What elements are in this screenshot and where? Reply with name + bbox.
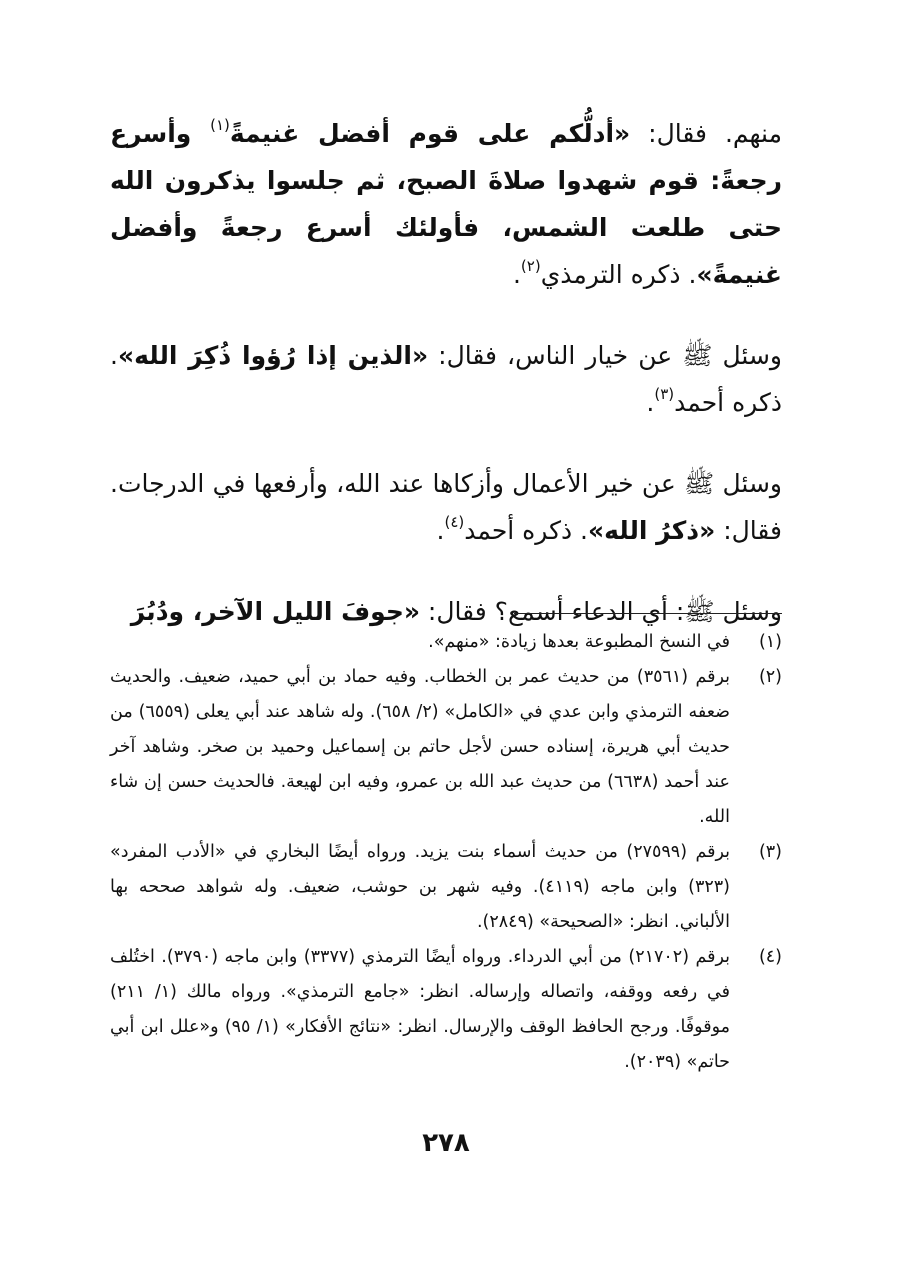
footnote-number: (٣) (758, 842, 782, 862)
footnote-number: (٤) (758, 947, 782, 967)
page-number: ٢٧٨ (422, 1128, 470, 1158)
paragraph (110, 460, 782, 554)
paragraph-text: . ذكره أحمد (464, 516, 588, 545)
hadith-text: «ذكرُ الله» (588, 516, 716, 545)
footnote-number: (١) (758, 632, 782, 652)
paragraph (110, 110, 782, 298)
main-text (110, 110, 782, 635)
footnote-text: برقم (٢٧٥٩٩) من حديث أسماء بنت يزيد. ورواه أيضًا البخاري في «الأدب المفرد» (٣٢٣) وابن ماجه (٤١١٩). وفيه شهر بن حوشب، ضعيف. وله شواهد صححه بها الألباني. انظر: «الصحيحة» (٢٨٤٩). (110, 842, 731, 932)
paragraph-text: . ذكره أحمد (110, 341, 782, 417)
paragraph-text: وسئل ﷺ عن خيار الناس، فقال: (428, 341, 782, 370)
footnote-divider (514, 613, 782, 614)
footnote-ref[interactable]: (١) (210, 116, 230, 134)
hadith-text: «الذين إذا رُؤوا ذُكِرَ الله» (117, 341, 429, 370)
hadith-text: وأسرع رجعةً: قوم شهدوا صلاةَ الصبح، ثم جلسوا يذكرون الله حتى طلعت الشمس، فأولئك أسرع رجعةً وأفضل غنيمةً» (110, 119, 782, 289)
footnote (110, 625, 782, 660)
hadith-text: «أدلُّكم على قوم أفضل غنيمةً (229, 119, 631, 148)
paragraph (110, 332, 782, 426)
footnote-ref[interactable]: (٤) (444, 513, 465, 531)
footnote-text: في النسخ المطبوعة بعدها زيادة: «منهم». (428, 632, 730, 652)
paragraph-text: . (646, 388, 655, 417)
paragraph-text: وسئل ﷺ عن خير الأعمال وأزكاها عند الله، وأرفعها في الدرجات. فقال: (110, 469, 782, 545)
paragraph-text: وسئل ﷺ: أي الدعاء أسمع؟ فقال: (419, 597, 782, 626)
footnote (110, 660, 782, 835)
paragraph-text: . ذكره الترمذي (540, 260, 697, 289)
footnote-number: (٢) (758, 667, 782, 687)
footnote-text: برقم (٣٥٦١) من حديث عمر بن الخطاب. وفيه حماد بن أبي حميد، ضعيف. والحديث ضعفه الترمذي وابن عدي في «الكامل» (٢/ ٦٥٨). وله شاهد عند أبي يعلى (٦٥٥٩) من حديث أبي هريرة، إسناده حسن لأجل حاتم بن إسماعيل وحميد بن صخر. وشاهد آخر عند أحمد (٦٦٣٨) من حديث عبد الله بن عمرو، وفيه ابن لهيعة. فالحديث حسن إن شاء الله. (110, 667, 730, 827)
footnote (110, 940, 782, 1080)
footnotes (110, 625, 782, 1080)
hadith-text: «جوفَ الليل الآخر، ودُبُرَ (130, 597, 420, 626)
book-page (110, 110, 782, 1230)
paragraph-text: منهم. فقال: (630, 119, 782, 148)
paragraph-text: . (512, 260, 521, 289)
footnote-ref[interactable]: (٣) (654, 385, 675, 403)
footnote-ref[interactable]: (٢) (520, 257, 541, 275)
paragraph-text: . (436, 516, 445, 545)
footnote (110, 835, 782, 940)
footnote-text: برقم (٢١٧٠٢) من أبي الدرداء. ورواه أيضًا الترمذي (٣٣٧٧) وابن ماجه (٣٧٩٠). اختُلف في رفعه ووقفه، واتصاله وإرساله. انظر: «جامع الترمذي». ورواه مالك (١/ ٢١١) موقوفًا. ورجح الحافظ الوقف والإرسال. انظر: «نتائج الأفكار» (١/ ٩٥) و«علل ابن أبي حاتم» (٢٠٣٩). (110, 947, 730, 1072)
